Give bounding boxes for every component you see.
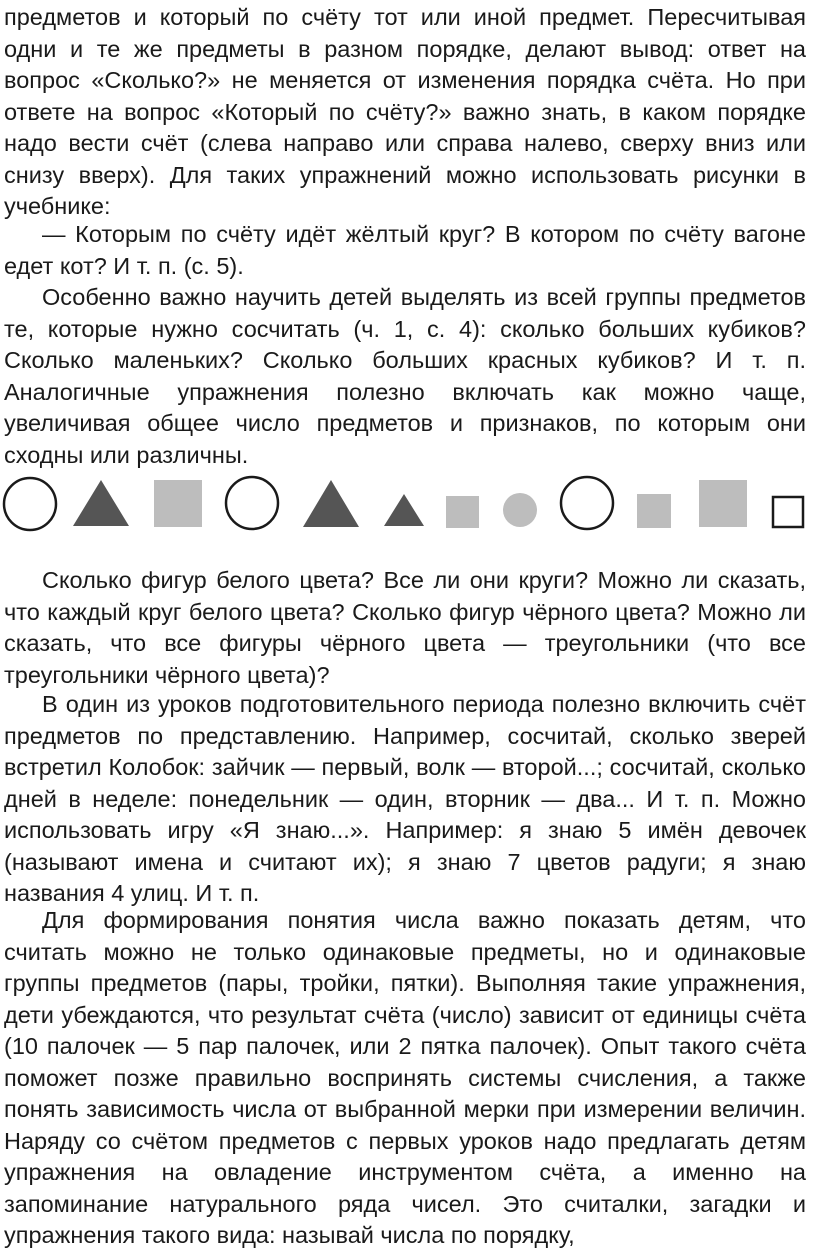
paragraph-3: Особенно важно научить детей выделять из всей группы предметов те, которые нужно сосчитать (ч. 1, с. 4): сколько больших кубиков? Сколько маленьких? Сколько больших красных кубиков? И т. п. Аналогичные упражнения полезно включать как можно чаще, увеличивая общее число предметов и признаков, по которым они сходны или различны. — [4, 284, 806, 468]
black-triangle-icon — [384, 494, 424, 526]
white-square-icon — [773, 497, 803, 527]
paragraph-6: Для формирования понятия числа важно показать детям, что считать можно не только одинаковые предметы, но и одинаковые группы предметов (пары, тройки, пятки). Выполняя такие упражнения, дети убеждаются, что результат счёта (число) зависит от единицы счёта (10 палочек — 5 пар палочек, или 2 пятка палочек). Опыт такого счёта поможет позже правильно воспринять системы счисления, а также понять зависимость числа от выбранной мерки при измерении величин. Наряду со счётом предметов с первых уроков надо предлагать детям упражнения на овладение инструментом счёта, а именно на запоминание натурального ряда чисел. Это считалки, загадки и упражнения такого вида: называй числа по порядку, — [4, 907, 806, 1248]
black-triangle-icon — [73, 480, 129, 526]
paragraph-1: предметов и который по счёту тот или иной предмет. Пересчитывая одни и те же предметы в разном порядке, делают вывод: ответ на вопрос «Сколько?» не меняется от изменения порядка счёта. Но при ответе на вопрос «Который по счёту?» важно знать, в каком порядке надо вести счёт (слева направо или справа налево, сверху вниз или снизу вверх). Для таких упражнений можно использовать рисунки в учебнике: — [4, 4, 806, 219]
white-circle-icon — [561, 477, 613, 529]
gray-square-icon — [637, 494, 671, 528]
white-circle-icon — [4, 478, 56, 530]
gray-square-icon — [699, 480, 747, 527]
black-triangle-icon — [303, 480, 359, 527]
gray-square-icon — [446, 496, 479, 528]
gray-circle-icon — [503, 493, 537, 527]
paragraph-5: В один из уроков подготовительного периода полезно включить счёт предметов по представлению. Например, сосчитай, сколько зверей встретил Колобок: зайчик — первый, волк — второй...; сосчитай, сколько дней в неделе: понедельник — один, вторник — два... И т. п. Можно использовать игру «Я знаю...». Например: я знаю 5 имён девочек (называют имена и считают их); я знаю 7 цветов радуги; я знаю названия 4 улиц. И т. п. — [4, 691, 806, 906]
gray-square-icon — [154, 480, 202, 527]
paragraph-2: — Которым по счёту идёт жёлтый круг? В котором по счёту вагоне едет кот? И т. п. (с. 5). — [4, 221, 806, 279]
white-circle-icon — [226, 477, 278, 529]
shapes-figure — [0, 470, 816, 540]
paragraph-4: Сколько фигур белого цвета? Все ли они круги? Можно ли сказать, что каждый круг белого цвета? Сколько фигур чёрного цвета? Можно ли сказать, что все фигуры чёрного цвета — треугольники (что все треугольники чёрного цвета)? — [4, 567, 806, 688]
